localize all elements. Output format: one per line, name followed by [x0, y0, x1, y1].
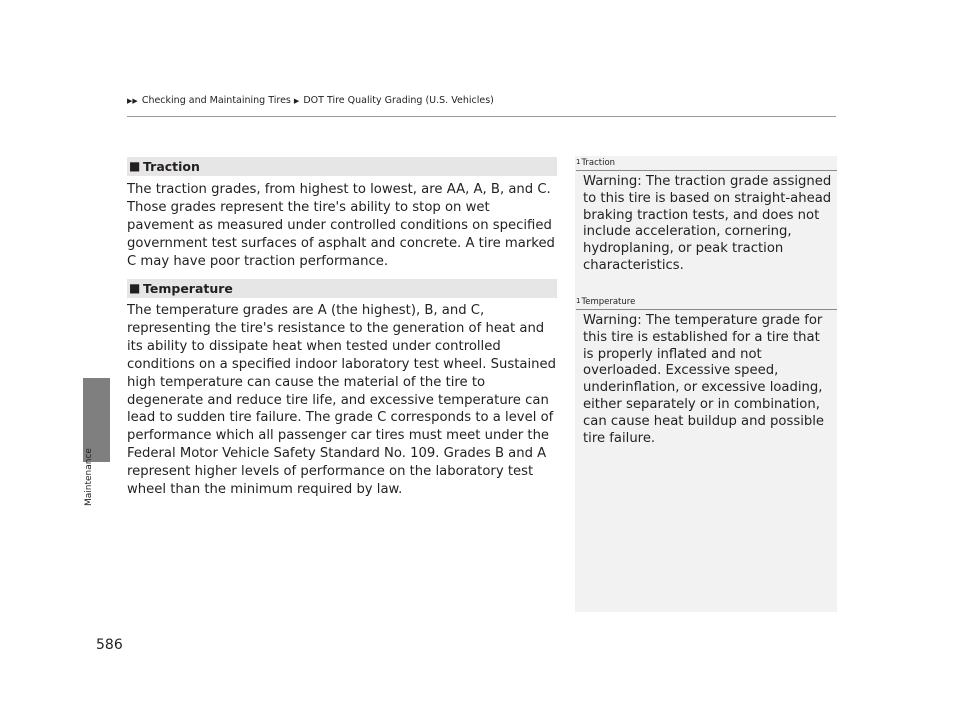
note-divider	[576, 170, 837, 171]
page-number: 586	[96, 637, 123, 653]
triangle-right-icon: ▶	[293, 97, 300, 105]
note-number: 1	[576, 297, 581, 305]
note-divider	[576, 309, 837, 310]
section-title-temperature: Temperature	[143, 281, 233, 296]
note-body-traction: Warning: The traction grade assigned to this tire is based on straight-ahead braking traction tests, and does not include acceleration, cornering, hydroplaning, or peak traction characteristics.	[583, 174, 832, 273]
section-title-traction: Traction	[143, 159, 200, 174]
breadcrumb	[127, 95, 494, 106]
note-number: 1	[576, 158, 581, 166]
section-header-temperature	[127, 279, 557, 298]
note-title-text: Traction	[581, 158, 616, 168]
breadcrumb-item-dot-grading: DOT Tire Quality Grading (U.S. Vehicles)	[303, 95, 494, 106]
section-body-temperature: The temperature grades are A (the highest), B, and C, representing the tire's resistance to the generation of heat and its ability to dissipate heat when tested under controlled conditions on a specified indoor laboratory test wheel. Sustained high temperature can cause the material of the tire to degenerate and reduce tire life, and excessive temperature can lead to sudden tire failure. The grade C corresponds to a level of performance which all passenger car tires must meet under the Federal Motor Vehicle Safety Standard No. 109. Grades B and A represent higher levels of performance on the laboratory test wheel than the minimum required by law.	[127, 303, 556, 498]
breadcrumb-item-tires: Checking and Maintaining Tires	[141, 95, 291, 106]
section-body-traction: The traction grades, from highest to lowest, are AA, A, B, and C. Those grades represent the tire's ability to stop on wet pavement as measured under controlled conditions on specified government test surfaces of asphalt and concrete. A tire marked C may have poor traction performance.	[127, 182, 555, 269]
triangle-right-icon: ▶▶	[127, 97, 138, 105]
note-title-temperature	[576, 297, 635, 307]
square-bullet-icon: ■	[129, 159, 141, 173]
chapter-label: Maintenance	[84, 448, 94, 506]
square-bullet-icon: ■	[129, 281, 141, 295]
section-header-traction	[127, 157, 557, 176]
note-title-text: Temperature	[581, 297, 636, 307]
header-divider	[127, 116, 836, 117]
note-body-temperature: Warning: The temperature grade for this tire is established for a tire that is properly inflated and not overloaded. Excessive speed, underinflation, or excessive loading, either separately or in combination, can cause heat buildup and possible tire failure.	[583, 313, 825, 446]
note-title-traction	[576, 158, 615, 168]
